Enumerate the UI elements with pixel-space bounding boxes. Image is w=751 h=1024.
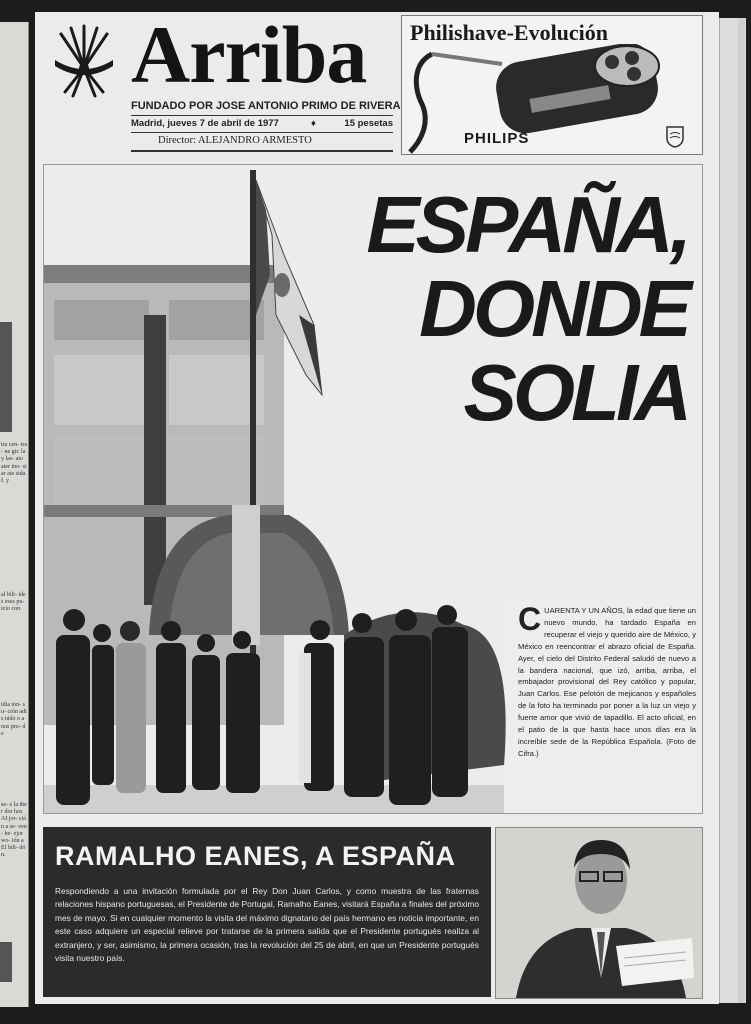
page-edge — [738, 18, 745, 1003]
ad-brand: PHILIPS — [464, 130, 530, 147]
ad-title: Philishave-Evolución — [410, 20, 609, 45]
dateline — [131, 118, 393, 132]
secondary-headline: RAMALHO EANES, A ESPAÑA — [55, 841, 456, 871]
founder-line: FUNDADO POR JOSE ANTONIO PRIMO DE RIVERA — [131, 100, 401, 112]
previous-page-text: se- e la ther dor hos AI jor- ción a se- ven- be- ejor wo- ión a El bili- dón. — [1, 802, 27, 859]
headline-line: SOLIA — [463, 348, 688, 437]
caption-text: UARENTA Y UN AÑOS, la edad que tiene un nuevo mundo, ha tardado España en recuperar el viejo y querido aire de México, y México en reencontrar el abrazo oficial de España. Ayer, el cielo del Distrito Federal saludó de nuevo a la bandera nacional, que izó, arriba, arriba, el embajador provisional del Rey católico y popular, Juan Carlos. Ese pelotón de mejicanos y españoles de la foto ha terminado por poner a la luz un viejo y fuerte amor que vivió de tapadillo. El acto oficial, en el patio de la que hasta hace unos días era la increíble sede de la República Española. (Foto de Cifra.) — [518, 606, 696, 758]
previous-page-strip — [0, 22, 29, 1007]
electric-shaver-icon — [402, 44, 702, 154]
main-headline — [268, 180, 688, 437]
newspaper-front-page — [35, 9, 719, 1004]
yoke-and-arrows-emblem-icon — [51, 20, 117, 100]
ramalho-eanes-photo — [495, 827, 703, 999]
masthead — [43, 9, 401, 156]
dateline-separator: ♦ — [311, 118, 316, 129]
previous-page-image — [0, 942, 12, 982]
secondary-story — [43, 827, 491, 997]
divider — [131, 132, 393, 133]
headline-line: ESPAÑA, — [366, 180, 688, 269]
issue-price: 15 pesetas — [344, 118, 393, 129]
previous-page-text: al bili- ides eses pu- icio con — [1, 592, 26, 613]
lead-story — [43, 164, 703, 814]
portrait-photo — [496, 828, 702, 998]
philips-shield-icon — [666, 126, 684, 148]
drop-cap: C — [518, 601, 542, 637]
photo-caption — [518, 601, 696, 760]
philips-advertisement — [401, 15, 703, 155]
previous-page-text: tra cen- tra- ne gir. la y las- ato ater ino- siar ate sida f. y — [1, 442, 27, 485]
newspaper-logo: Arriba — [131, 9, 367, 100]
director-credit: Director: ALEJANDRO ARMESTO — [158, 135, 312, 146]
previous-page-image — [0, 322, 12, 432]
secondary-story-text: Respondiendo a una invitación formulada por el Rey Don Juan Carlos, y como muestra de las fraternas relaciones hispano portuguesas, el Presidente de Portugal, Ramalho Eanes, visitará España a finales del próximo mes de mayo. Si en cualquier momento la visita del máximo dignatario del país hermano es noticia importante, en este caso adquiere un especial relieve por tratarse de la primera salida que el Presidente portugués realiza al extranjero, y ser, asimismo, la primera ocasión, tras la revolución del 25 de abril, en que un Presidente portugués visita nuestro país. — [55, 886, 479, 964]
divider — [131, 150, 393, 152]
previous-page-text: idia ion- su- ción adis nido o a nos pro- de — [1, 702, 27, 737]
issue-date: Madrid, jueves 7 de abril de 1977 — [131, 118, 279, 129]
divider — [131, 115, 393, 116]
headline-line: DONDE — [419, 264, 688, 353]
